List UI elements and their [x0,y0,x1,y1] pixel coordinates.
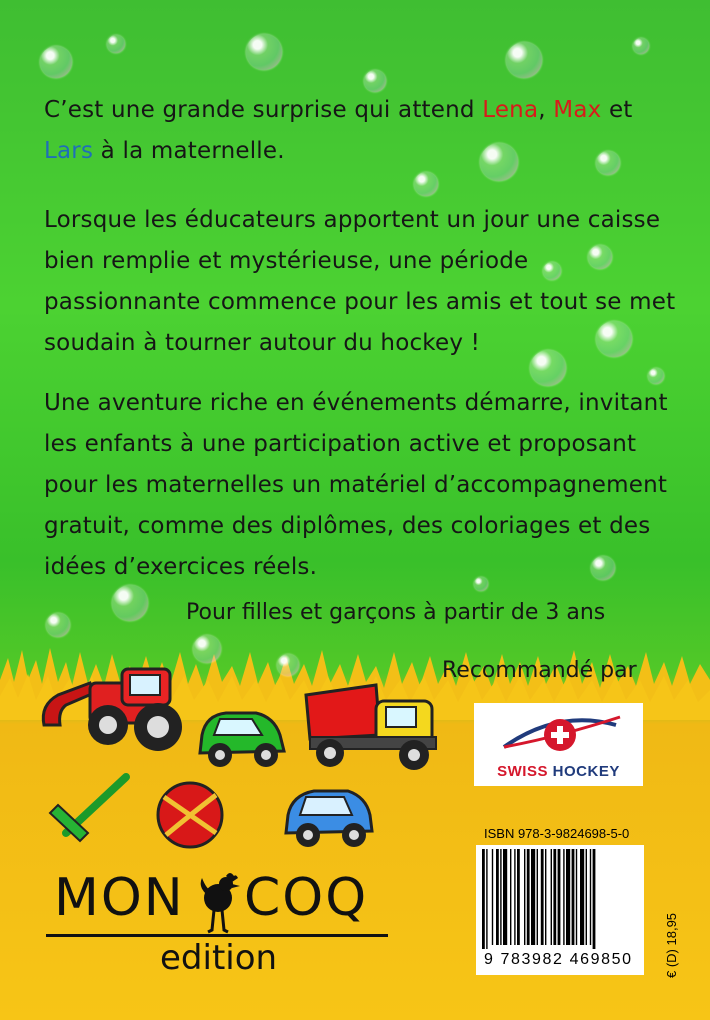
barcode-number: 9 783982 469850 [484,951,633,968]
comma: , [538,97,554,123]
barcode-bars [476,845,644,949]
logo-word-mon: MON [54,868,185,928]
swiss-hockey-wordmark [474,763,643,780]
barcode-bar [580,849,584,945]
recommended-by-label: Recommandé par [442,658,637,683]
soap-bubble [633,38,649,54]
soap-bubble [40,46,72,78]
conjunction-et: et [601,97,633,123]
barcode-bar [514,849,515,945]
toys-illustration [30,655,450,855]
isbn-label: ISBN 978-3-9824698-5-0 [484,826,630,841]
toy-green-car-illustration [200,713,284,767]
barcode-bar [590,849,591,945]
barcode-bar [496,849,499,945]
toy-dump-truck-illustration [306,685,436,770]
logo-word-edition: edition [160,938,278,978]
soap-bubble [414,172,438,196]
soap-bubble [112,585,148,621]
barcode-bar [541,849,544,945]
barcode-bar [551,849,552,945]
barcode-bar [492,849,493,945]
barcode-bar [517,849,520,945]
barcode-bar [531,849,535,945]
barcode-bar [572,849,575,945]
soap-bubble [107,35,125,53]
story-paragraph: Lorsque les éducateurs apportent un jour une caisse bien remplie et mystérieuse, une période passionnante commence pour les amis et tout se met soudain à tourner autour du hockey ! [44,207,676,356]
sponsor-word-swiss: SWISS [497,763,548,780]
barcode-bar [545,849,546,945]
barcode-bar [553,849,556,945]
name-max: Max [553,97,602,123]
name-lars: Lars [44,138,94,164]
age-range-text: Pour filles et garçons à partir de 3 ans [186,600,606,625]
intro-text-start: C’est une grande surprise qui attend [44,97,483,123]
name-lena: Lena [482,97,539,123]
toy-tractor-illustration [43,669,182,751]
logo-rule [46,934,388,937]
soap-bubble [46,613,70,637]
soap-bubble [246,34,282,70]
barcode-bar [576,849,577,945]
rooster-icon [196,872,244,936]
barcode-bar [486,849,487,949]
soap-bubble [506,42,542,78]
barcode-bar [510,849,511,945]
barcode-bar [500,849,501,945]
intro-text-end: à la maternelle. [93,138,285,164]
barcode-bar [563,849,564,945]
sponsor-word-hockey: HOCKEY [552,763,620,780]
intro-paragraph [44,90,684,172]
price-label: € (D) 18,95 [664,912,679,978]
soap-bubble [648,368,664,384]
toy-blue-car-illustration [286,791,372,847]
barcode [476,845,644,975]
barcode-bar [566,849,570,945]
barcode-bar [527,849,530,945]
swiss-hockey-logo [474,703,643,786]
barcode-bar [537,849,538,945]
toy-rake-illustration [50,777,126,841]
barcode-bar [558,849,561,945]
barcode-bar [482,849,485,949]
barcode-bar [524,849,525,945]
barcode-bar [593,849,596,949]
adventure-paragraph: Une aventure riche en événements démarre, invitant les enfants à une participation active et proposant pour les maternelles un matériel d’accompagnement gratuit, comme des diplômes, des coloriages et des idées d’exercices réels. [44,390,668,580]
logo-word-coq: COQ [244,868,369,928]
barcode-bar [586,849,587,945]
toy-ball-illustration [158,783,222,847]
soap-bubble [364,70,386,92]
barcode-bar [503,849,507,945]
